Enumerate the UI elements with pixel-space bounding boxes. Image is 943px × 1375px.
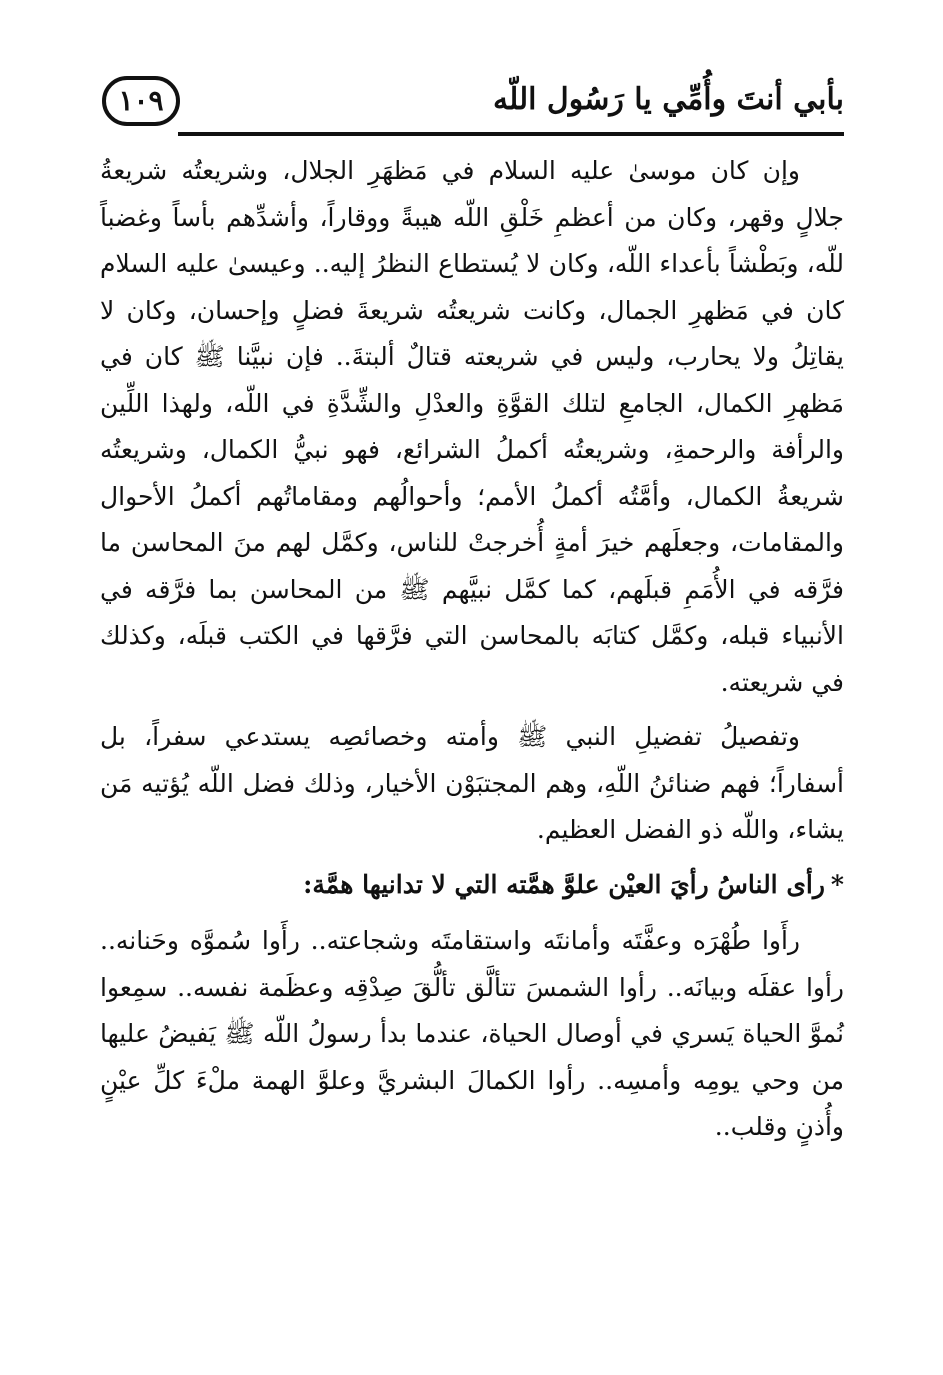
body-text xyxy=(100,148,844,1159)
asterisk-marker: * xyxy=(830,869,844,899)
page-number: ١٠٩ xyxy=(118,84,164,117)
header-rule xyxy=(178,132,844,136)
running-title: بأبي أنتَ وأُمِّي يا رَسُول اللّه xyxy=(492,82,844,117)
page-number-badge xyxy=(102,76,180,126)
section-heading xyxy=(100,862,844,909)
paragraph-3: رأَوا طُهْرَه وعفَّتَه وأمانتَه واستقامتَه وشجاعته.. رأَوا سُموَّه وحَنانه.. رأوا عقلَه وبيانَه.. رأوا الشمسَ تتألَّق تألُّقَ صِدْقِه وعظَمة نفسه.. سمِعوا نُموَّ الحياة يَسري في أوصال الحياة، عندما بدأ رسولُ اللّه ﷺ يَفيضُ عليها من وحي يومِه وأمسِه.. رأوا الكمالَ البشريَّ وعلوَّ الهمة ملْءَ كلِّ عيْنٍ وأُذنٍ وقلب.. xyxy=(100,926,844,1141)
section-heading-text: رأى الناسُ رأيَ العيْن علوَّ همَّته التي لا تدانيها همَّة: xyxy=(303,869,825,899)
paragraph-1: وإن كان موسىٰ عليه السلام في مَظهَرِ الجلال، وشريعتُه شريعةُ جلالٍ وقهر، وكان من أعظمِ خَلْقِ اللّه هيبةً ووقاراً، وأشدِّهم بأساً وغضباً للّه، وبَطْشاً بأعداء اللّه، وكان لا يُستطاع النظرُ إليه.. وعيسىٰ عليه السلام كان في مَظهرِ الجمال، وكانت شريعتُه شريعةَ فضلٍ وإحسان، وكان لا يقاتِلُ ولا يحارب، وليس في شريعته قتالٌ ألبتةَ.. فإن نبيَّنا ﷺ كان في مَظهرِ الكمال، الجامعِ لتلك القوَّةِ والعدْلِ والشِّدَّةِ في اللّه، ولهذا اللِّين والرأفة والرحمةِ، وشريعتُه أكملُ الشرائع، فهو نبيُّ الكمال، وشريعتُه شريعةُ الكمال، وأمَّتُه أكملُ الأمم؛ وأحوالُهم ومقاماتُهم أكملُ الأحوال والمقامات، وجعلَهم خيرَ أمةٍ أُخرجتْ للناس، وكمَّل لهم منَ المحاسن ما فرَّقه في الأُمَمِ قبلَهم، كما كمَّل نبيَّهم ﷺ من المحاسن بما فرَّقه في الأنبياء قبله، وكمَّل كتابَه بالمحاسن التي فرَّقها في الكتب قبلَه، وكذلك في شريعته. xyxy=(100,156,844,697)
page-header xyxy=(98,72,844,136)
paragraph-2: وتفصيلُ تفضيلِ النبي ﷺ وأمته وخصائصِه يستدعي سفراً، بل أسفاراً؛ فهم ضنائنُ اللّهِ، وهم المجتبَوْن الأخيار، وذلك فضل اللّه يُؤتيه مَن يشاء، واللّه ذو الفضل العظيم. xyxy=(100,722,844,844)
